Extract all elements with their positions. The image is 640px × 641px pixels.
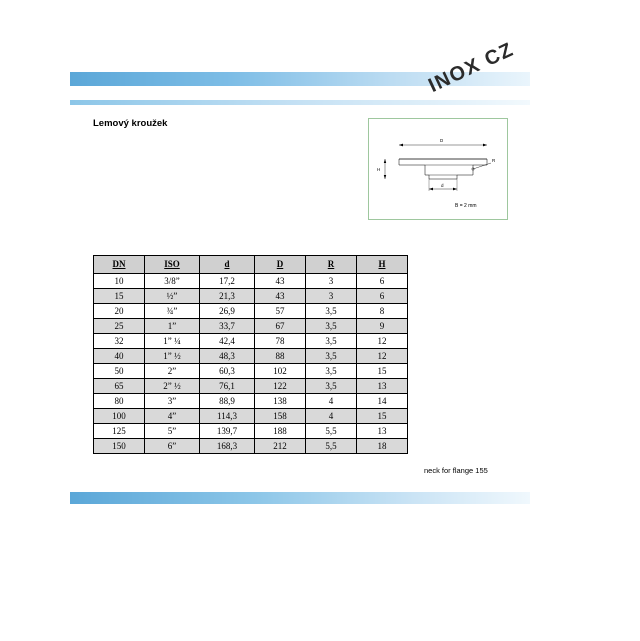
table-row bbox=[94, 379, 408, 394]
table-row bbox=[94, 349, 408, 364]
column-header-dn: DN bbox=[94, 256, 145, 274]
column-header-iso: ISO bbox=[145, 256, 200, 274]
cell-iso: 2” ½ bbox=[145, 379, 200, 394]
cell-r: 3 bbox=[306, 289, 357, 304]
cell-r: 3,5 bbox=[306, 319, 357, 334]
cell-d: 26,9 bbox=[200, 304, 255, 319]
cell-D: 78 bbox=[255, 334, 306, 349]
cell-r: 3,5 bbox=[306, 334, 357, 349]
cell-h: 12 bbox=[357, 334, 408, 349]
table-body bbox=[94, 274, 408, 454]
column-header-r: R bbox=[306, 256, 357, 274]
cell-h: 13 bbox=[357, 379, 408, 394]
cell-dn: 100 bbox=[94, 409, 145, 424]
cell-h: 14 bbox=[357, 394, 408, 409]
cell-D: 43 bbox=[255, 274, 306, 289]
cell-h: 18 bbox=[357, 439, 408, 454]
cell-r: 3,5 bbox=[306, 379, 357, 394]
cell-d: 139,7 bbox=[200, 424, 255, 439]
cell-h: 8 bbox=[357, 304, 408, 319]
svg-text:H: H bbox=[377, 167, 381, 172]
svg-text:R: R bbox=[492, 158, 496, 163]
cell-d: 21,3 bbox=[200, 289, 255, 304]
cell-dn: 25 bbox=[94, 319, 145, 334]
cell-r: 3,5 bbox=[306, 364, 357, 379]
cell-h: 12 bbox=[357, 349, 408, 364]
cell-iso: 4” bbox=[145, 409, 200, 424]
cell-D: 158 bbox=[255, 409, 306, 424]
cell-dn: 65 bbox=[94, 379, 145, 394]
cell-dn: 15 bbox=[94, 289, 145, 304]
table-row bbox=[94, 364, 408, 379]
cell-D: 122 bbox=[255, 379, 306, 394]
cell-dn: 20 bbox=[94, 304, 145, 319]
page-title: Lemový kroužek bbox=[93, 118, 168, 129]
cell-d: 114,3 bbox=[200, 409, 255, 424]
cell-iso: ¾” bbox=[145, 304, 200, 319]
cell-d: 60,3 bbox=[200, 364, 255, 379]
footer-decoration-bar bbox=[70, 492, 530, 504]
technical-drawing bbox=[368, 118, 508, 220]
cell-d: 17,2 bbox=[200, 274, 255, 289]
cell-h: 6 bbox=[357, 274, 408, 289]
cell-h: 6 bbox=[357, 289, 408, 304]
cell-d: 48,3 bbox=[200, 349, 255, 364]
table-header-row bbox=[94, 256, 408, 274]
cell-h: 15 bbox=[357, 409, 408, 424]
column-header-h: H bbox=[357, 256, 408, 274]
cell-r: 4 bbox=[306, 394, 357, 409]
cell-h: 13 bbox=[357, 424, 408, 439]
svg-text:d: d bbox=[441, 183, 444, 188]
cell-iso: 6” bbox=[145, 439, 200, 454]
cell-r: 3,5 bbox=[306, 304, 357, 319]
cell-r: 3 bbox=[306, 274, 357, 289]
cell-r: 5,5 bbox=[306, 424, 357, 439]
cell-D: 188 bbox=[255, 424, 306, 439]
cell-dn: 40 bbox=[94, 349, 145, 364]
cell-d: 76,1 bbox=[200, 379, 255, 394]
cell-D: 88 bbox=[255, 349, 306, 364]
cell-iso: 1” ½ bbox=[145, 349, 200, 364]
cell-r: 3,5 bbox=[306, 349, 357, 364]
cell-dn: 125 bbox=[94, 424, 145, 439]
cell-iso: ½” bbox=[145, 289, 200, 304]
company-logo-text: INOX CZ bbox=[425, 38, 518, 98]
cell-dn: 150 bbox=[94, 439, 145, 454]
column-header-d: d bbox=[200, 256, 255, 274]
drawing-note-text: B = 2 mm bbox=[455, 203, 477, 209]
cell-D: 43 bbox=[255, 289, 306, 304]
cell-iso: 2” bbox=[145, 364, 200, 379]
cell-iso: 3/8” bbox=[145, 274, 200, 289]
table-row bbox=[94, 304, 408, 319]
company-logo bbox=[425, 38, 560, 118]
cell-iso: 3” bbox=[145, 394, 200, 409]
cell-dn: 80 bbox=[94, 394, 145, 409]
cell-iso: 5” bbox=[145, 424, 200, 439]
column-header-D: D bbox=[255, 256, 306, 274]
cell-iso: 1” ¼ bbox=[145, 334, 200, 349]
table-row bbox=[94, 424, 408, 439]
cell-D: 67 bbox=[255, 319, 306, 334]
footnote-text: neck for flange 155 bbox=[424, 466, 488, 475]
table-row bbox=[94, 334, 408, 349]
cell-dn: 32 bbox=[94, 334, 145, 349]
cell-D: 212 bbox=[255, 439, 306, 454]
cell-r: 5,5 bbox=[306, 439, 357, 454]
cell-dn: 50 bbox=[94, 364, 145, 379]
cell-D: 138 bbox=[255, 394, 306, 409]
table-row bbox=[94, 439, 408, 454]
table-row bbox=[94, 394, 408, 409]
drawing-svg bbox=[369, 119, 505, 217]
cell-h: 15 bbox=[357, 364, 408, 379]
cell-D: 57 bbox=[255, 304, 306, 319]
table-row bbox=[94, 409, 408, 424]
cell-d: 168,3 bbox=[200, 439, 255, 454]
table-row bbox=[94, 289, 408, 304]
cell-h: 9 bbox=[357, 319, 408, 334]
cell-d: 42,4 bbox=[200, 334, 255, 349]
cell-r: 4 bbox=[306, 409, 357, 424]
table-row bbox=[94, 274, 408, 289]
cell-d: 88,9 bbox=[200, 394, 255, 409]
cell-dn: 10 bbox=[94, 274, 145, 289]
cell-iso: 1” bbox=[145, 319, 200, 334]
cell-D: 102 bbox=[255, 364, 306, 379]
cell-d: 33,7 bbox=[200, 319, 255, 334]
svg-text:D: D bbox=[440, 138, 444, 143]
table-row bbox=[94, 319, 408, 334]
specification-table bbox=[93, 255, 408, 454]
